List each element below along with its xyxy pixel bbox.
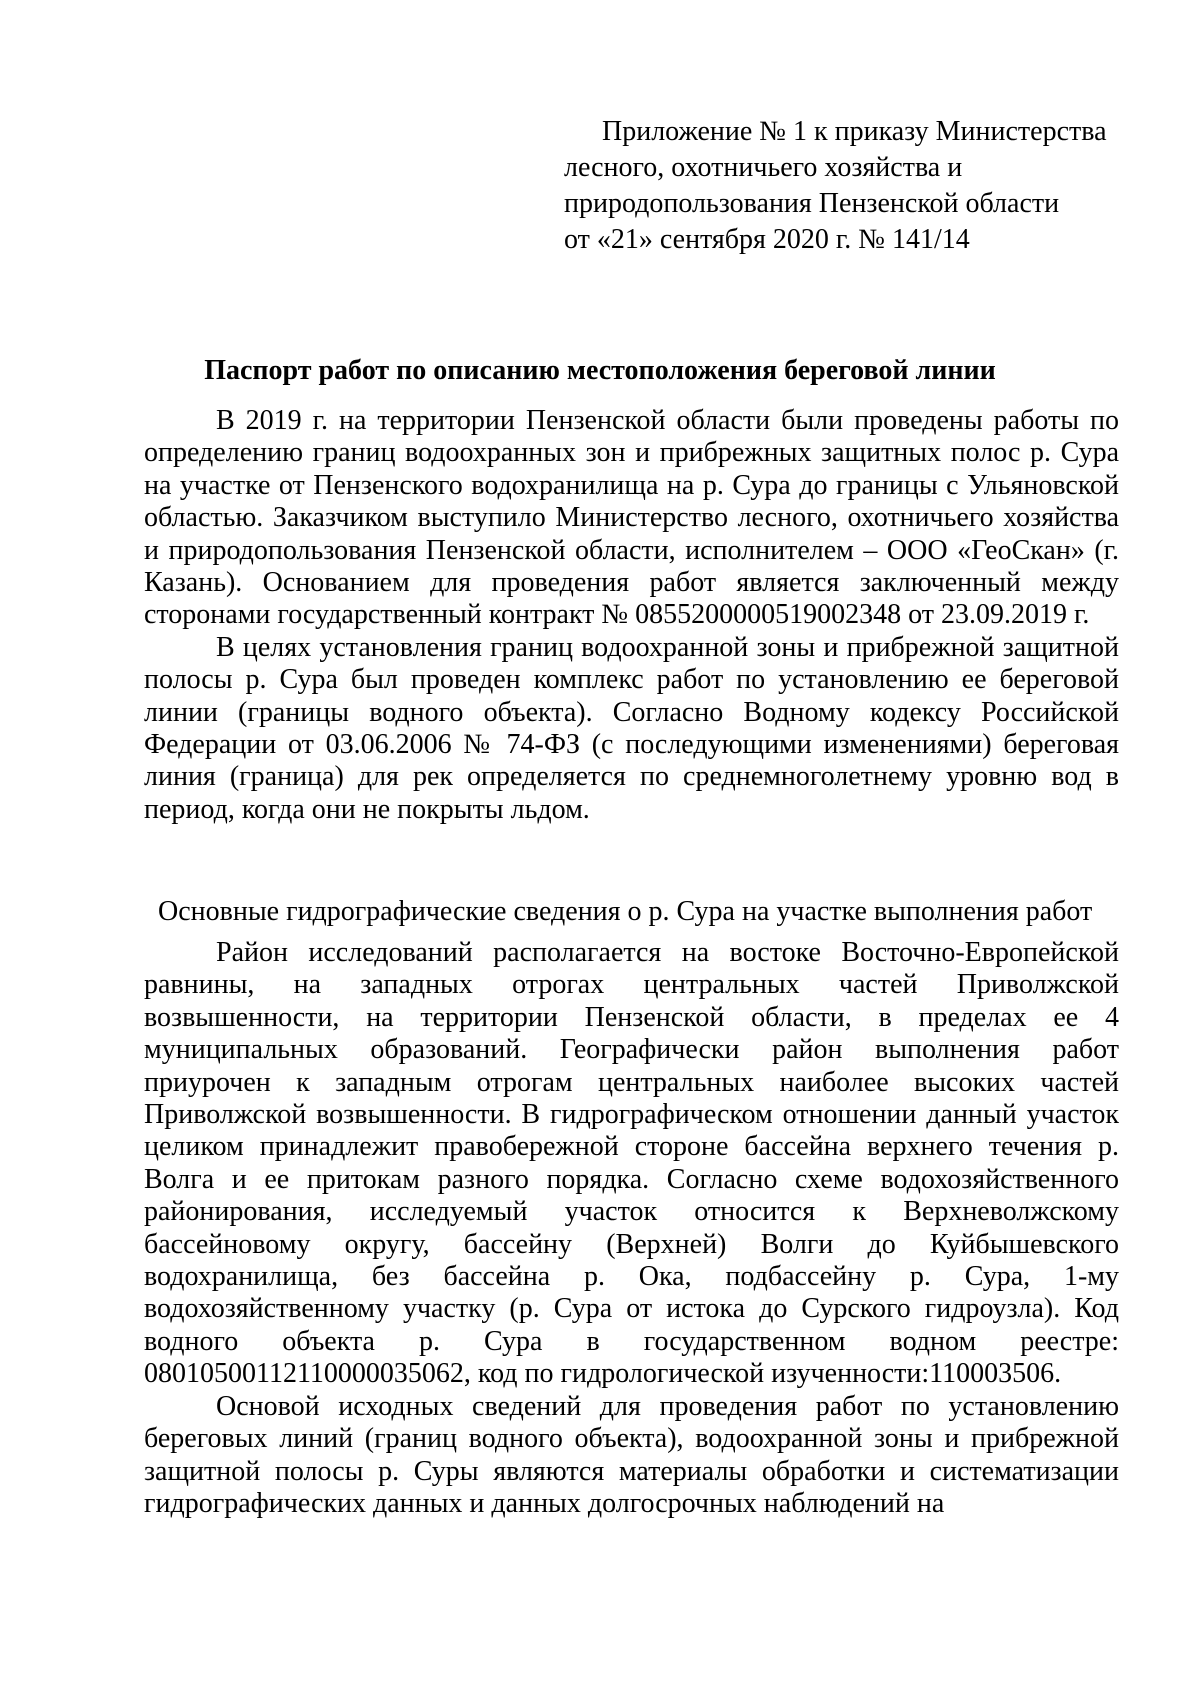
- appendix-line-1: Приложение № 1 к приказу Министерства: [602, 116, 1107, 147]
- hydrography-section: [144, 937, 1119, 1520]
- appendix-line-3: природопользования Пензенской области: [564, 188, 1060, 219]
- appendix-line-4: от «21» сентября 2020 г. № 141/14: [564, 224, 970, 255]
- document-title: Паспорт работ по описанию местоположения береговой линии: [204, 355, 996, 386]
- appendix-line-2: лесного, охотничьего хозяйства и: [564, 152, 963, 183]
- section-paragraph-1: Район исследований располагается на востоке Восточно-Европейской равнины, на западных отрогах центральных частей Приволжской возвышенности, на территории Пензенской области, в пределах ее 4 муниципальных образований. Географически район выполнения работ приурочен к западным отрогам центральных наиболее высоких частей Приволжской возвышенности. В гидрографическом отношении данный участок целиком принадлежит правобережной стороне бассейна верхнего течения р. Волга и ее притокам разного порядка. Согласно схеме водохозяйственного районирования, исследуемый участок относится к Верхневолжскому бассейновому округу, бассейну (Верхней) Волги до Куйбышевского водохранилища, без бассейна р. Ока, подбассейну р. Сура, 1-му водохозяйственному участку (р. Сура от истока до Сурского гидроузла). Код водного объекта р. Сура в государственном водном реестре: 08010500112110000035062, код по гидрологической изученности:110003506.: [144, 937, 1119, 1390]
- intro-section: [144, 405, 1119, 826]
- section-paragraph-2: Основой исходных сведений для проведения работ по установлению береговых линий (границ водного объекта), водоохранной зоны и прибрежной защитной полосы р. Суры являются материалы обработки и систематизации гидрографических данных и данных долгосрочных наблюдений на: [144, 1390, 1119, 1519]
- appendix-note: [564, 114, 1124, 258]
- intro-paragraph-2: В целях установления границ водоохранной зоны и прибрежной защитной полосы р. Сура был проведен комплекс работ по установлению ее береговой линии (границы водного объекта). Согласно Водному кодексу Российской Федерации от 03.06.2006 № 74-ФЗ (с последующими изменениями) береговая линия (граница) для рек определяется по среднемноголетнему уровню вод в период, когда они не покрыты льдом.: [144, 631, 1119, 825]
- section-heading: Основные гидрографические сведения о р. Сура на участке выполнения работ: [158, 896, 1093, 927]
- intro-paragraph-1: В 2019 г. на территории Пензенской области были проведены работы по определению границ водоохранных зон и прибрежных защитных полос р. Сура на участке от Пензенского водохранилища на р. Сура до границы с Ульяновской областью. Заказчиком выступило Министерство лесного, охотничьего хозяйства и природопользования Пензенской области, исполнителем – ООО «ГеоСкан» (г. Казань). Основанием для проведения работ является заключенный между сторонами государственный контракт № 0855200000519002348 от 23.09.2019 г.: [144, 405, 1119, 631]
